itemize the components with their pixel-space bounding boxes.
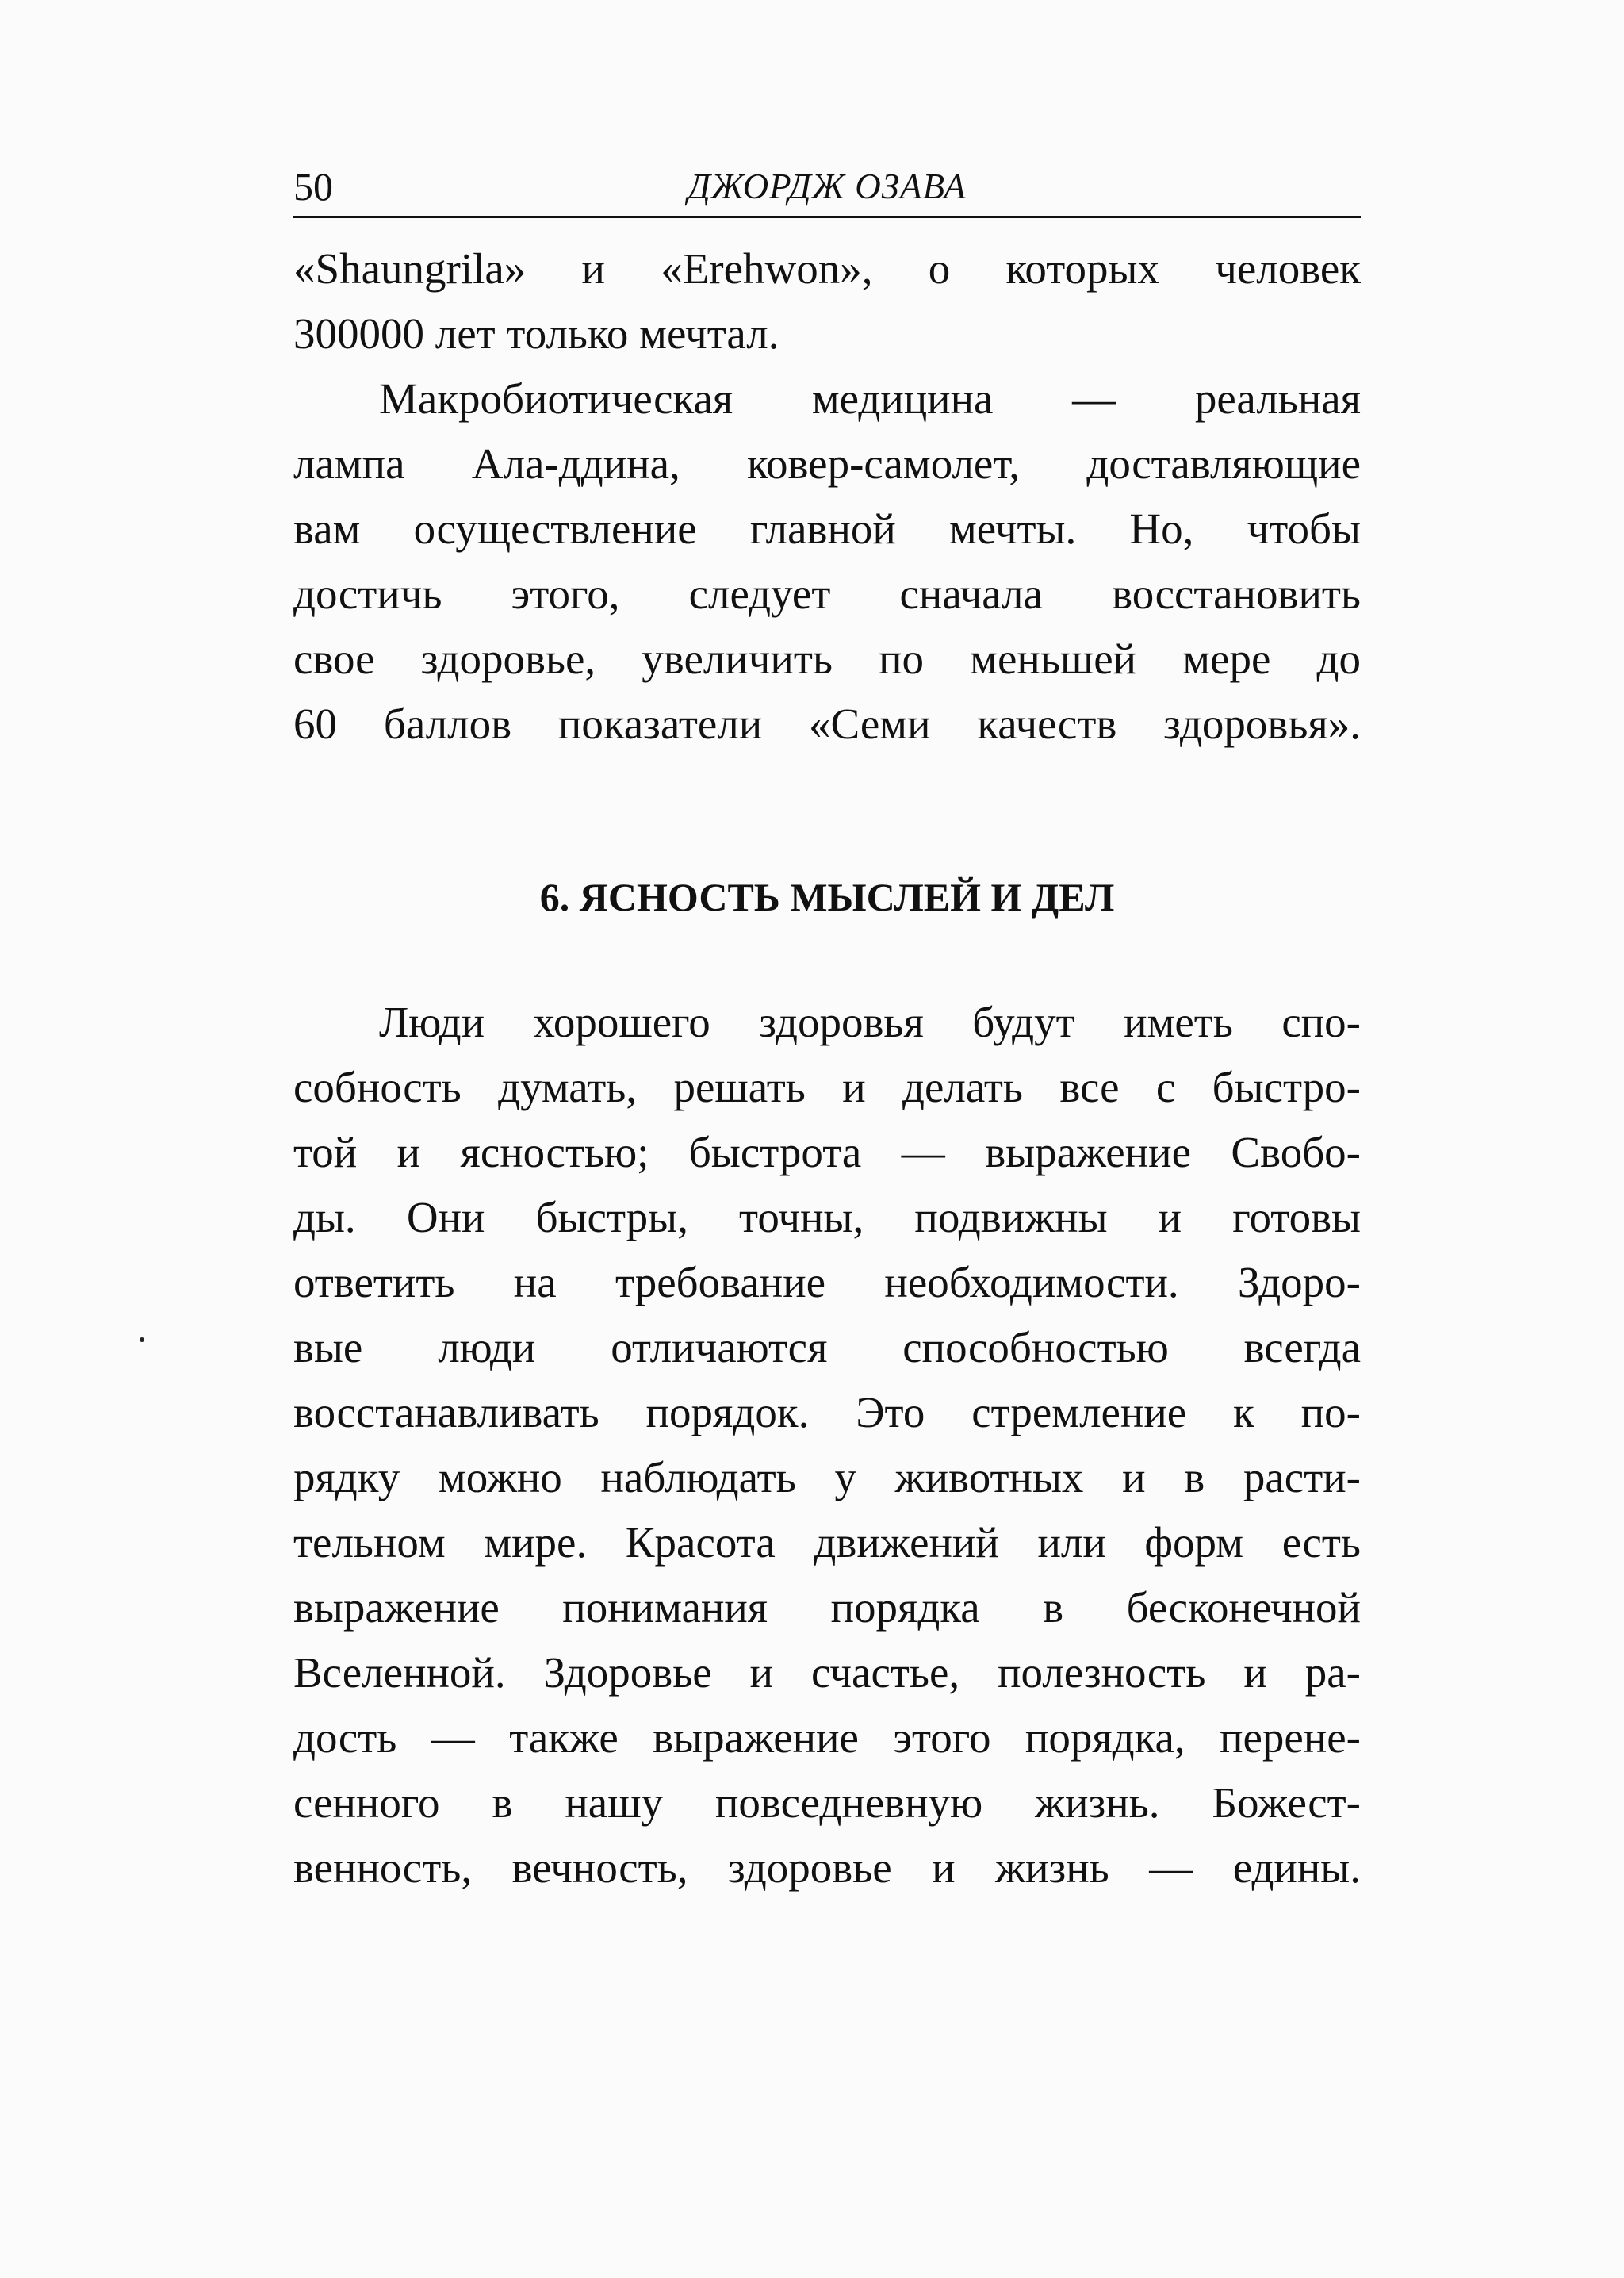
text-line: сенного в нашу повседневную жизнь. Божест- [293,1778,1361,1827]
text-line: той и ясностью; быстрота — выражение Свобо- [293,1128,1361,1176]
text-line: вам осуществление главной мечты. Но, чтобы [293,504,1361,553]
text-line: Макробиотическая медицина — реальная [379,374,1361,423]
header-divider [293,216,1361,218]
section-heading: 6. ЯСНОСТЬ МЫСЛЕЙ И ДЕЛ [539,875,1115,919]
text-line: тельном мире. Красота движений или форм есть [293,1518,1361,1567]
running-title: ДЖОРДЖ ОЗАВА [688,167,967,206]
text-line: достичь этого, следует сначала восстановить [293,570,1361,618]
text-line: венность, вечность, здоровье и жизнь — едины. [293,1843,1361,1892]
text-line: выражение понимания порядка в бесконечной [293,1583,1361,1632]
text-line: ответить на требование необходимости. Здоро- [293,1258,1361,1306]
text-line: рядку можно наблюдать у животных и в расти- [293,1453,1361,1501]
text-line: свое здоровье, увеличить по меньшей мере до [293,635,1361,683]
paragraph-continued [293,236,1361,366]
text-line: 60 баллов показатели «Семи качеств здоровья». [293,700,1361,748]
text-line: дость — также выражение этого порядка, перене- [293,1713,1361,1762]
text-line: Вселенной. Здоровье и счастье, полезность и ра- [293,1648,1361,1697]
text-line: восстанавливать порядок. Это стремление к по- [293,1388,1361,1436]
text-line: Люди хорошего здоровья будут иметь спо- [379,998,1361,1046]
scan-speck [140,1337,144,1342]
text-line: ды. Они быстры, точны, подвижны и готовы [293,1193,1361,1241]
page-header [293,159,1361,214]
text-line: вые люди отличаются способностью всегда [293,1323,1361,1371]
text-line: собность думать, решать и делать все с быстро- [293,1063,1361,1111]
paragraph-macrobiotic-medicine [293,366,1361,757]
paragraph-clarity [293,990,1361,1900]
text-line: лампа Ала-ддина, ковер-самолет, доставляющие [293,439,1361,488]
page-number: 50 [293,164,333,209]
text-line: «Shaungrila» и «Erehwon», о которых человек [293,244,1361,293]
text-line: 300000 лет только мечтал. [293,309,779,358]
